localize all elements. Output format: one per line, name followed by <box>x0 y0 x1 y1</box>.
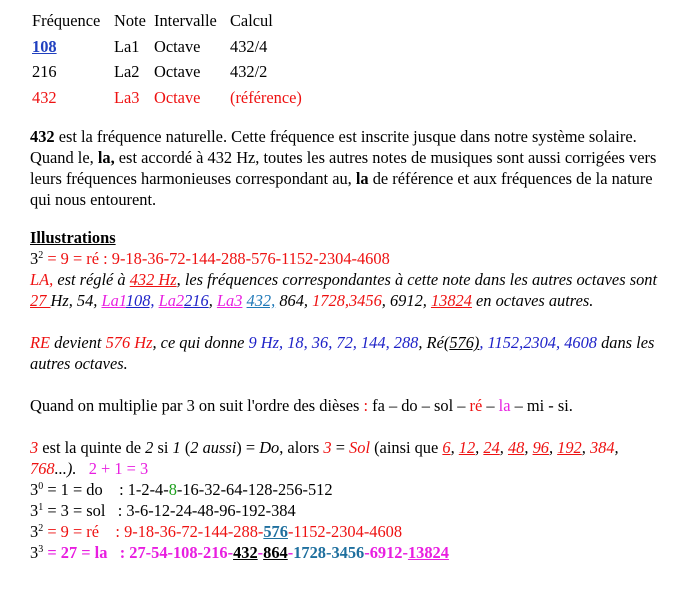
table-row-reference <box>32 85 302 111</box>
power-row-0: $3^0 = 1$ = do : 1-2-4-8-16-32-64-128-256-512 <box>30 480 333 499</box>
re-paragraph: RE devient 576 Hz, ce qui donne 9 Hz, 18, 36, 72, 144, 288, Ré(576), 1152,2304, 4608 dans les autres octaves. <box>30 333 655 373</box>
spacer <box>30 374 670 395</box>
interval-cell: Octave <box>154 36 201 56</box>
spacer <box>30 311 670 332</box>
note-cell: La1 <box>114 36 140 56</box>
power-row-3: $3^3 = 27$ = la : 27-54-108-216-432-864-1728-3456-6912-13824 <box>30 543 449 562</box>
interval-cell: Octave <box>154 87 201 107</box>
power-row-2: $3^2 = 9$ = ré : 9-18-36-72-144-288-576-1152-2304-4608 <box>30 522 403 541</box>
header-frequence: Fréquence <box>32 11 101 31</box>
intro-paragraph: 432 est la fréquence naturelle. Cette fréquence est inscrite jusque dans notre système solaire. Quand le, la, est accordé à 432 Hz, toutes les autres notes de musiques sont aussi corrigées vers leurs fréquences harmonieuses correspondant au, la de référence et aux fréquences de la nature qui nous entourent. <box>30 127 657 209</box>
power-row-1: $3^1 = 3$ = sol : 3-6-12-24-48-96-192-384 <box>30 501 296 520</box>
header-note: Note <box>114 11 146 31</box>
header-calcul: Calcul <box>230 11 273 31</box>
document <box>30 8 670 563</box>
frequency-link-108[interactable]: 108 <box>32 36 57 56</box>
interval-cell: Octave <box>154 62 201 82</box>
table-row <box>32 59 302 85</box>
calc-cell: (référence) <box>230 87 302 107</box>
illustrations-heading: Illustrations <box>30 228 116 247</box>
equation-re: $3^2 = 9$ = ré : 9-18-36-72-144-288-576-1152-2304-4608 <box>30 249 390 268</box>
calc-cell: 432/2 <box>230 62 268 82</box>
frequency-table <box>32 8 302 110</box>
spacer <box>30 416 670 437</box>
dieses-paragraph: Quand on multiplie par 3 on suit l'ordre des dièses : fa – do – sol – ré – la – mi - si. <box>30 396 573 415</box>
table-row <box>32 34 302 60</box>
note-cell: La3 <box>114 87 140 107</box>
frequency-cell: 216 <box>32 62 57 82</box>
la-paragraph: LA, est réglé à 432 Hz, les fréquences correspondantes à cette note dans les autres octaves sont 27 Hz, 54, La1108, La2216, La3 432, 864, 1728,3456, 6912, 13824 en octaves autres. <box>30 270 658 310</box>
header-intervalle: Intervalle <box>154 11 217 31</box>
note-cell: La2 <box>114 62 140 82</box>
calc-cell: 432/4 <box>230 36 268 56</box>
table-header-row <box>32 8 302 34</box>
frequency-cell: 432 <box>32 87 57 107</box>
quinte-paragraph: 3 est la quinte de 2 si 1 (2 aussi) = Do, alors 3 = Sol (ainsi que 6, 12, 24, 48, 96, 192, 384, 768...). 2 + 1 = 3 <box>30 438 619 478</box>
